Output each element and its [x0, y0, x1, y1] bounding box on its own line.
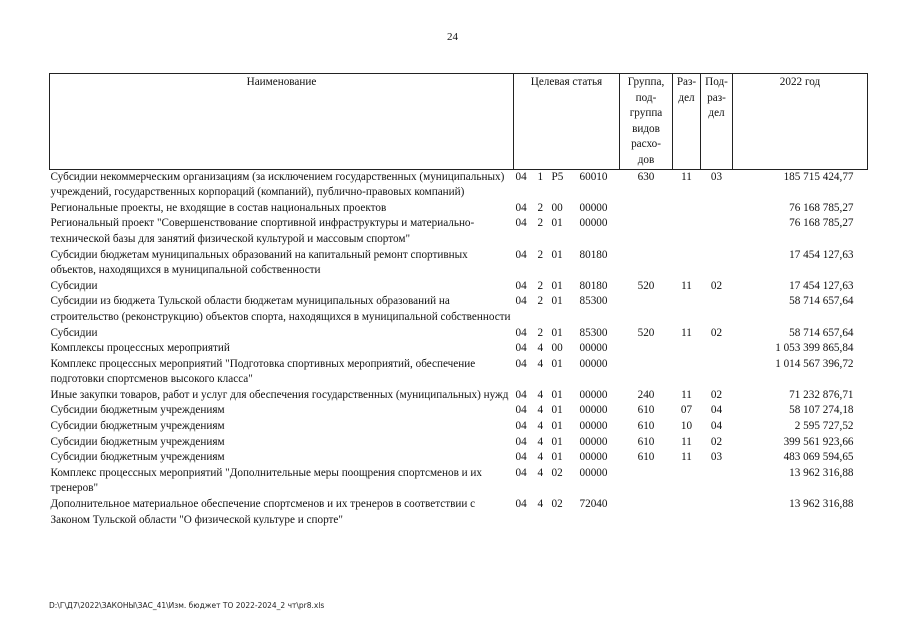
- row-target-code: [514, 326, 620, 342]
- code-part-c1: 04: [515, 451, 527, 464]
- code-part-c1: 04: [515, 217, 527, 230]
- code-part-c4: 80180: [579, 248, 608, 261]
- header-subsection: Под- раз- дел: [701, 74, 733, 170]
- code-part-c2: 4: [537, 357, 544, 370]
- row-section: 10: [680, 420, 693, 433]
- code-part-c1: 04: [515, 279, 527, 292]
- code-part-c3: Р5: [551, 170, 564, 183]
- row-name: Иные закупки товаров, работ и услуг для обеспечения государственных (муниципальных) нужд: [50, 388, 509, 401]
- code-part-c2: 4: [537, 466, 544, 479]
- table-row: [50, 294, 868, 325]
- row-subsection: [701, 497, 733, 528]
- code-part-c3: 01: [551, 404, 563, 417]
- row-name: Комплекс процессных мероприятий "Подготовка спортивных мероприятий, обеспечение подготовки спортсменов высокого класса": [50, 357, 476, 386]
- row-section: [673, 357, 701, 388]
- row-amount: 13 962 316,88: [789, 466, 854, 479]
- code-part-c2: 4: [537, 451, 544, 464]
- page-number: 24: [447, 31, 458, 43]
- row-subsection: 02: [710, 435, 723, 448]
- row-amount: 1 014 567 396,72: [775, 357, 854, 370]
- code-part-c4: 85300: [579, 326, 608, 339]
- row-name: Субсидии бюджетным учреждениям: [50, 435, 225, 448]
- table-row: [50, 435, 868, 451]
- row-name: Субсидии некоммерческим организациям (за исключением государственных (муниципальных) учреждений, государственных корпораций (компаний), публично-правовых компаний): [50, 170, 505, 199]
- code-part-c1: 04: [515, 435, 527, 448]
- row-group: 610: [637, 435, 655, 448]
- row-group: [620, 497, 673, 528]
- row-name: Региональный проект "Совершенствование спортивной инфраструктуры и материально-технической базы для занятий физической культурой и массовым спортом": [50, 217, 475, 245]
- row-target-code: [514, 435, 620, 451]
- code-part-c2: 4: [537, 435, 544, 448]
- table-row: [50, 419, 868, 435]
- row-target-code: [514, 466, 620, 497]
- code-part-c1: 04: [515, 342, 527, 355]
- code-part-c2: 4: [537, 388, 544, 401]
- row-name: Субсидии бюджетным учреждениям: [50, 451, 225, 464]
- row-name: Субсидии бюджетам муниципальных образований на капитальный ремонт спортивных объектов, находящихся в муниципальной собственности: [50, 248, 468, 277]
- row-name: Комплексы процессных мероприятий: [50, 342, 230, 355]
- row-section: [673, 497, 701, 528]
- row-section: [673, 294, 701, 325]
- row-group: [620, 466, 673, 497]
- code-part-c1: 04: [515, 420, 527, 433]
- row-subsection: 04: [710, 404, 723, 417]
- row-amount: 483 069 594,65: [783, 451, 854, 464]
- row-amount: 58 714 657,64: [789, 326, 854, 339]
- row-subsection: 02: [710, 279, 723, 292]
- code-part-c2: 2: [537, 326, 544, 339]
- row-section: 11: [681, 326, 692, 339]
- code-part-c4: 00000: [579, 217, 608, 230]
- row-group: [620, 294, 673, 325]
- code-part-c4: 72040: [579, 498, 608, 511]
- row-name: Комплекс процессных мероприятий "Дополнительные меры поощрения спортсменов и их тренеров": [50, 466, 483, 495]
- code-part-c4: 00000: [579, 466, 608, 479]
- code-part-c4: 00000: [579, 357, 608, 370]
- row-target-code: [514, 169, 620, 201]
- code-part-c2: 2: [537, 248, 544, 261]
- code-part-c2: 2: [537, 295, 544, 308]
- code-part-c3: 01: [551, 279, 563, 292]
- budget-table: [49, 73, 868, 528]
- table-row: [50, 341, 868, 357]
- header-group: Группа, под- группа видов расхо- дов: [620, 74, 673, 170]
- row-group: 610: [637, 404, 655, 417]
- row-name: Дополнительное материальное обеспечение спортсменов и их тренеров в соответствии с Законом Тульской области "О физической культуре и спорте": [50, 498, 476, 526]
- row-target-code: [514, 388, 620, 404]
- code-part-c2: 1: [537, 170, 544, 183]
- code-part-c3: 01: [551, 435, 563, 448]
- code-part-c1: 04: [515, 201, 527, 214]
- code-part-c2: 4: [537, 342, 544, 355]
- table-row: [50, 279, 868, 295]
- row-amount: 13 962 316,88: [789, 498, 854, 511]
- row-subsection: 03: [710, 451, 723, 464]
- file-path-footer: D:\Г\Д7\2022\ЗАКОНЫ\ЗАС_41\Изм. бюджет ТО 2022-2024_2 чт\pr8.xls: [49, 601, 325, 610]
- code-part-c4: 85300: [579, 295, 608, 308]
- code-part-c3: 01: [551, 248, 563, 261]
- row-amount: 76 168 785,27: [789, 217, 854, 230]
- row-target-code: [514, 294, 620, 325]
- row-section: 11: [681, 388, 692, 401]
- table-row: [50, 450, 868, 466]
- row-target-code: [514, 403, 620, 419]
- table-header-row: [50, 74, 868, 170]
- row-section: 11: [681, 451, 692, 464]
- row-subsection: [701, 201, 733, 217]
- row-target-code: [514, 497, 620, 528]
- row-amount: 185 715 424,77: [783, 170, 854, 183]
- row-group: [620, 357, 673, 388]
- row-amount: 17 454 127,63: [789, 248, 854, 261]
- row-section: 11: [681, 279, 692, 292]
- code-part-c2: 2: [537, 201, 544, 214]
- row-group: 520: [637, 326, 655, 339]
- row-group: [620, 341, 673, 357]
- code-part-c4: 00000: [579, 420, 608, 433]
- row-amount: 71 232 876,71: [789, 388, 854, 401]
- code-part-c3: 00: [551, 342, 563, 355]
- row-group: [620, 248, 673, 279]
- table-row: [50, 216, 868, 247]
- row-amount: 76 168 785,27: [789, 201, 854, 214]
- code-part-c3: 01: [551, 451, 563, 464]
- row-group: 610: [637, 420, 655, 433]
- code-part-c4: 00000: [579, 388, 608, 401]
- code-part-c2: 2: [537, 279, 544, 292]
- table-row: [50, 497, 868, 528]
- row-section: 11: [681, 435, 692, 448]
- code-part-c4: 00000: [579, 404, 608, 417]
- row-target-code: [514, 419, 620, 435]
- code-part-c4: 00000: [579, 201, 608, 214]
- row-target-code: [514, 279, 620, 295]
- code-part-c3: 02: [551, 498, 563, 511]
- row-subsection: [701, 341, 733, 357]
- table-row: [50, 466, 868, 497]
- row-group: [620, 201, 673, 217]
- code-part-c3: 01: [551, 326, 563, 339]
- row-amount: 17 454 127,63: [789, 279, 854, 292]
- code-part-c2: 4: [537, 420, 544, 433]
- table-row: [50, 403, 868, 419]
- code-part-c1: 04: [515, 248, 527, 261]
- code-part-c1: 04: [515, 326, 527, 339]
- row-amount: 2 595 727,52: [794, 420, 854, 433]
- code-part-c4: 00000: [579, 435, 608, 448]
- code-part-c3: 02: [551, 466, 563, 479]
- header-target-article: Целевая статья: [514, 74, 620, 170]
- row-group: 610: [637, 451, 655, 464]
- row-subsection: [701, 248, 733, 279]
- row-amount: 1 053 399 865,84: [775, 342, 854, 355]
- row-subsection: [701, 357, 733, 388]
- row-amount: 58 714 657,64: [789, 295, 854, 308]
- row-subsection: 04: [710, 420, 723, 433]
- code-part-c3: 01: [551, 388, 563, 401]
- row-name: Субсидии бюджетным учреждениям: [50, 420, 225, 433]
- code-part-c4: 60010: [579, 170, 608, 183]
- table-row: [50, 248, 868, 279]
- row-group: 630: [637, 170, 655, 183]
- code-part-c1: 04: [515, 388, 527, 401]
- row-section: [673, 248, 701, 279]
- code-part-c1: 04: [515, 404, 527, 417]
- row-section: 11: [681, 170, 692, 183]
- row-target-code: [514, 248, 620, 279]
- row-group: 240: [637, 388, 655, 401]
- row-section: [673, 216, 701, 247]
- header-year: 2022 год: [733, 74, 868, 170]
- row-name: Субсидии: [50, 326, 98, 339]
- row-name: Субсидии из бюджета Тульской области бюджетам муниципальных образований на строительство (реконструкцию) объектов спорта, находящихся в муниципальной собственности: [50, 295, 511, 323]
- row-target-code: [514, 201, 620, 217]
- table-row: [50, 388, 868, 404]
- row-section: [673, 341, 701, 357]
- header-name: Наименование: [50, 74, 514, 170]
- code-part-c3: 01: [551, 357, 563, 370]
- code-part-c3: 01: [551, 295, 563, 308]
- code-part-c1: 04: [515, 498, 527, 511]
- row-section: [673, 466, 701, 497]
- code-part-c4: 00000: [579, 451, 608, 464]
- header-section: Раз- дел: [673, 74, 701, 170]
- row-target-code: [514, 216, 620, 247]
- code-part-c3: 00: [551, 201, 563, 214]
- code-part-c4: 80180: [579, 279, 608, 292]
- row-section: [673, 201, 701, 217]
- row-amount: 58 107 274,18: [789, 404, 854, 417]
- table-row: [50, 357, 868, 388]
- row-subsection: [701, 294, 733, 325]
- code-part-c4: 00000: [579, 342, 608, 355]
- row-amount: 399 561 923,66: [783, 435, 854, 448]
- row-target-code: [514, 341, 620, 357]
- table-row: [50, 169, 868, 201]
- code-part-c1: 04: [515, 466, 527, 479]
- table-row: [50, 201, 868, 217]
- row-target-code: [514, 357, 620, 388]
- row-subsection: 02: [710, 326, 723, 339]
- row-subsection: 03: [710, 170, 723, 183]
- row-group: [620, 216, 673, 247]
- row-name: Субсидии бюджетным учреждениям: [50, 404, 225, 417]
- table-row: [50, 326, 868, 342]
- code-part-c2: 2: [537, 217, 544, 230]
- code-part-c2: 4: [537, 404, 544, 417]
- row-subsection: [701, 216, 733, 247]
- row-target-code: [514, 450, 620, 466]
- code-part-c3: 01: [551, 420, 563, 433]
- code-part-c1: 04: [515, 170, 527, 183]
- row-section: 07: [680, 404, 693, 417]
- row-group: 520: [637, 279, 655, 292]
- row-subsection: 02: [710, 388, 723, 401]
- code-part-c3: 01: [551, 217, 563, 230]
- row-subsection: [701, 466, 733, 497]
- row-name: Субсидии: [50, 279, 98, 292]
- code-part-c2: 4: [537, 498, 544, 511]
- code-part-c1: 04: [515, 295, 527, 308]
- code-part-c1: 04: [515, 357, 527, 370]
- row-name: Региональные проекты, не входящие в состав национальных проектов: [50, 201, 387, 214]
